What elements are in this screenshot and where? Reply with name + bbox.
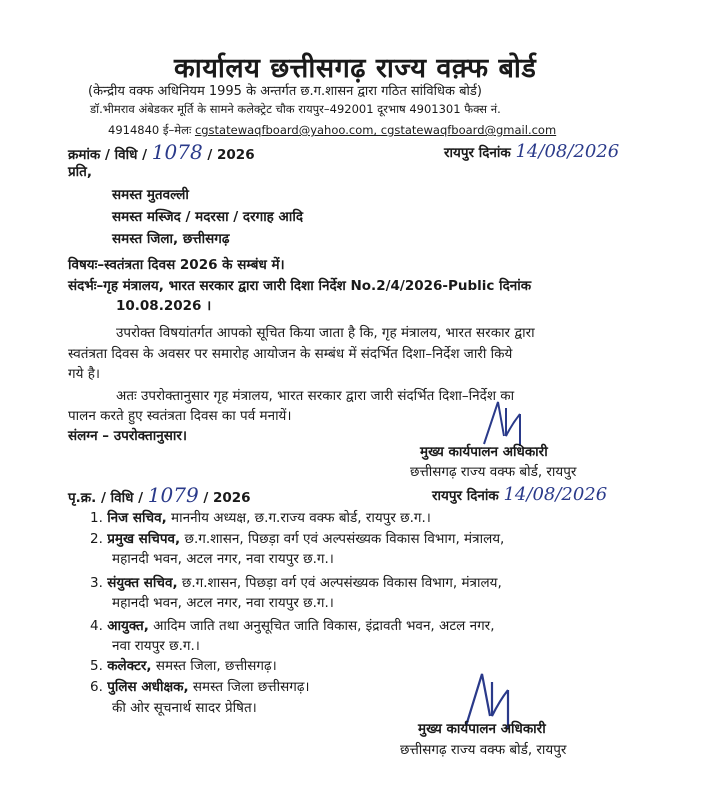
item-recipient: निज सचिव,: [107, 510, 167, 526]
signatory-title-2: मुख्य कार्यपालन अधिकारी: [418, 721, 546, 737]
addressee-1: समस्त मुतवल्ली: [112, 187, 189, 203]
signatory-org-1: छत्तीसगढ़ राज्य वक्फ बोर्ड, रायपुर: [410, 464, 577, 480]
endorsement-item-3: [90, 574, 502, 592]
item-detail: समस्त जिला, छत्तीसगढ़।: [155, 658, 277, 674]
header-contact: [108, 123, 556, 138]
signatory-title-1: मुख्य कार्यपालन अधिकारी: [420, 444, 548, 460]
letter-number: [68, 140, 255, 164]
endorsement-closing: की ओर सूचनार्थ सादर प्रेषित।: [112, 700, 257, 716]
letter-number-handwritten: 1078: [151, 140, 203, 164]
signatory-org-2: छत्तीसगढ़ राज्य वक्फ बोर्ड, रायपुर: [400, 742, 567, 758]
endorsement-number-handwritten: 1079: [147, 483, 199, 507]
endorsement-item-4-cont: नवा रायपुर छ.ग.।: [112, 638, 200, 654]
endorsement-item-5: [90, 657, 277, 675]
letter-number-year: / 2026: [207, 147, 255, 163]
email-label: ई–मेलः: [162, 123, 192, 137]
letter-reference-line-1: संदर्भः–गृह मंत्रालय, भारत सरकार द्वारा जारी दिशा निर्देश No.2/4/2026-Public दिनांक: [68, 278, 532, 294]
item-detail: छ.ग.शासन, पिछड़ा वर्ग एवं अल्पसंख्यक विकास विभाग, मंत्रालय,: [184, 531, 505, 547]
endorsement-date-handwritten: 14/08/2026: [503, 484, 608, 505]
item-number: 4.: [90, 618, 103, 634]
addressee-3: समस्त जिला, छत्तीसगढ़: [112, 231, 230, 247]
header-subtitle: (केन्द्रीय वक्फ अधिनियम 1995 के अन्तर्गत छ.ग.शासन द्वारा गठित सांविधिक बोर्ड): [88, 84, 482, 99]
letter-date-handwritten: 14/08/2026: [515, 141, 620, 162]
endorsement-item-3-cont: महानदी भवन, अटल नगर, नवा रायपुर छ.ग.।: [112, 595, 334, 611]
enclosure-note: संलग्न – उपरोक्तानुसार।: [68, 428, 187, 444]
addressee-2: समस्त मस्जिद / मदरसा / दरगाह आदि: [112, 209, 304, 225]
letter-date-label: रायपुर दिनांक: [444, 145, 511, 161]
letter-number-label: क्रमांक / विधि /: [68, 147, 148, 163]
to-label: प्रति,: [68, 164, 93, 180]
para1-line-3: गये है।: [68, 366, 101, 382]
fax-number: 4914840: [108, 123, 160, 137]
letter-reference-line-2: 10.08.2026 ।: [116, 298, 212, 314]
letter-subject: विषयः–स्वतंत्रता दिवस 2026 के सम्बंध में।: [68, 257, 285, 273]
header-address: डॉ.भीमराव अंबेडकर मूर्ति के सामने कलेक्ट्रेट चौक रायपुर–492001 दूरभाष 4901301 फैक्स नं.: [90, 102, 501, 116]
endorsement-item-2-cont: महानदी भवन, अटल नगर, नवा रायपुर छ.ग.।: [112, 551, 334, 567]
email-addresses[interactable]: cgstatewaqfboard@yahoo.com, cgstatewaqfboard@gmail.com: [194, 123, 557, 137]
item-detail: आदिम जाति तथा अनुसूचित जाति विकास, इंद्रावती भवन, अटल नगर,: [153, 618, 495, 634]
item-detail: छ.ग.शासन, पिछड़ा वर्ग एवं अल्पसंख्यक विकास विभाग, मंत्रालय,: [181, 575, 502, 591]
endorsement-date-label: रायपुर दिनांक: [432, 488, 499, 504]
endorsement-date: [432, 486, 607, 505]
item-recipient: कलेक्टर,: [107, 658, 152, 674]
item-number: 2.: [90, 531, 103, 547]
endorsement-item-4: [90, 617, 495, 635]
item-detail: माननीय अध्यक्ष, छ.ग.राज्य वक्फ बोर्ड, रायपुर छ.ग.।: [171, 510, 431, 526]
para1-line-1: उपरोक्त विषयांतर्गत आपको सूचित किया जाता है कि, गृह मंत्रालय, भारत सरकार द्वारा: [116, 325, 535, 341]
endorsement-number-label: पृ.क्र. / विधि /: [68, 490, 144, 506]
letter-date: [444, 143, 619, 162]
para1-line-2: स्वतंत्रता दिवस के अवसर पर समारोह आयोजन के सम्बंध में संदर्भित दिशा–निर्देश जारी किये: [68, 346, 513, 362]
endorsement-item-1: [90, 509, 431, 527]
para2-line-1: अतः उपरोक्तानुसार गृह मंत्रालय, भारत सरकार द्वारा जारी संदर्भित दिशा–निर्देश का: [116, 388, 515, 404]
item-number: 3.: [90, 575, 103, 591]
para2-line-2: पालन करते हुए स्वतंत्रता दिवस का पर्व मनायें।: [68, 408, 292, 424]
item-recipient: संयुक्त सचिव,: [107, 575, 178, 591]
endorsement-item-2: [90, 530, 504, 548]
item-number: 1.: [90, 510, 103, 526]
endorsement-number-year: / 2026: [203, 490, 251, 506]
endorsement-number: [68, 483, 251, 507]
item-recipient: प्रमुख सचिपव,: [107, 531, 181, 547]
item-recipient: आयुक्त,: [107, 618, 149, 634]
page-title: कार्यालय छत्तीसगढ़ राज्य वक़्फ बोर्ड: [174, 53, 537, 84]
item-number: 5.: [90, 658, 103, 674]
signature-1: [476, 396, 536, 448]
item-number: 6.: [90, 679, 103, 695]
item-detail: समस्त जिला छत्तीसगढ़।: [192, 679, 310, 695]
item-recipient: पुलिस अधीक्षक,: [107, 679, 189, 695]
endorsement-item-6: [90, 678, 310, 696]
